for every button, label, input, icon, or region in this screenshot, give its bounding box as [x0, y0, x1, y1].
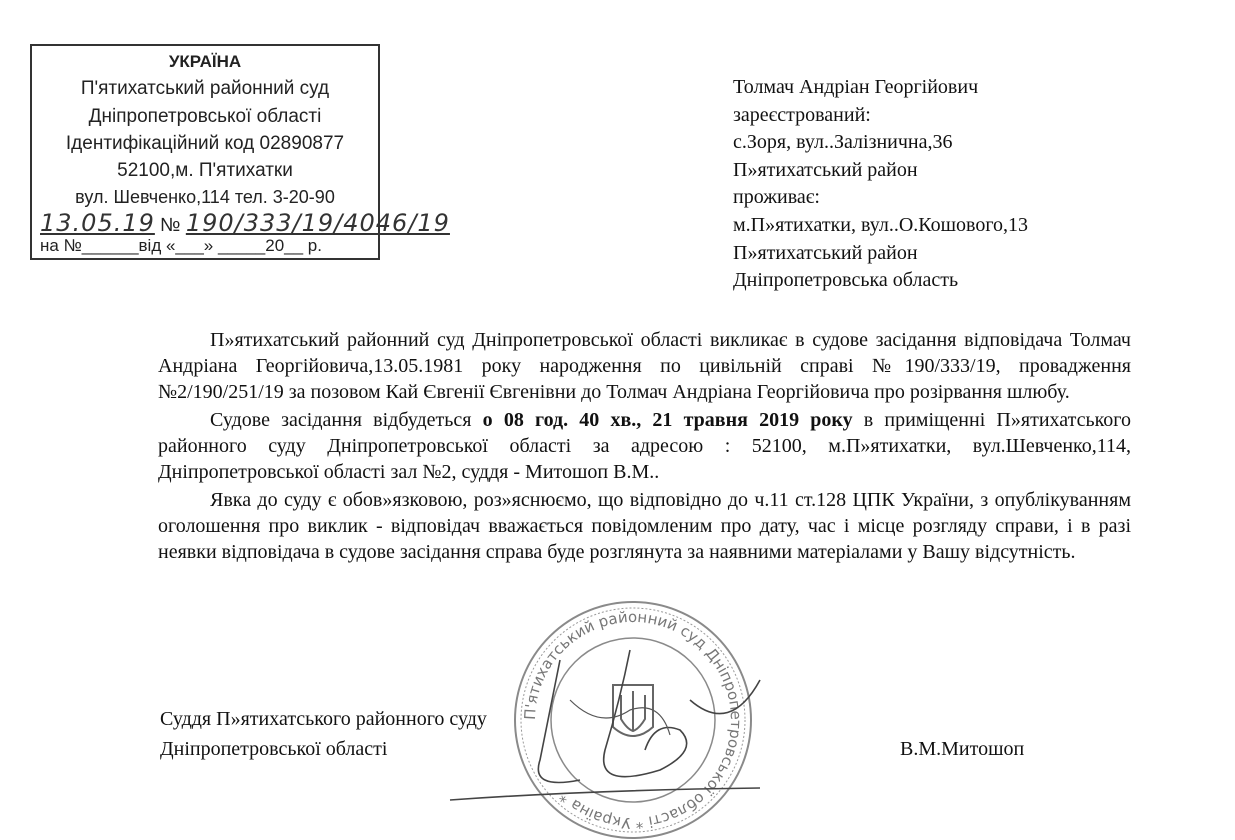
paragraph-attendance: Явка до суду є обов»язковою, роз»яснюємо, що відповідно до ч.11 ст.128 ЦПК України, з опублікуванням оголошення про виклик - відповідач вважається повідомленим про дату, час і місце розгляду справи, і в разі неявки відповідача в судове засідання справа буде розглянута за наявними матеріалами у Вашу відсутність.: [158, 489, 1131, 563]
addressee-block: [733, 74, 1213, 295]
stamp-postal: 52100,м. П'ятихатки: [117, 160, 293, 181]
summons-body: [158, 327, 1131, 567]
stamp-reg-no-label: №: [160, 215, 181, 236]
stamp-region: Дніпропетровської області: [88, 106, 322, 127]
stamp-id-code: Ідентифікаційний код 02890877: [65, 133, 345, 154]
hearing-intro: Судове засідання відбудеться: [210, 409, 483, 431]
stamp-reg-date: 13.05.19: [40, 209, 155, 237]
seal-lettering: П'ятихатський районний суд Дніпропетровської області * Україна *: [520, 607, 746, 833]
registered-district: П»ятихатський район: [733, 158, 918, 181]
lives-district: П»ятихатський район: [733, 241, 918, 264]
paragraph-hearing: [158, 407, 1131, 485]
stamp-country: УКРАЇНА: [168, 52, 242, 71]
judge-title-line2: Дніпропетровської області: [160, 738, 388, 760]
paragraph-summons: П»ятихатський районний суд Дніпропетровської області викликає в судове засідання відповідача Толмач Андріана Георгійовича,13.05.1981 року народження по цивільній справі №190/333/19, провадження №2/190/251/19 за позовом Кай Євгенії Євгенівни до Толмач Андріана Георгійовича про розірвання шлюбу.: [158, 329, 1131, 403]
registered-label: зареєстрований:: [733, 103, 871, 126]
judge-name: В.М.Митошоп: [900, 738, 1025, 760]
lives-label: проживає:: [733, 186, 820, 209]
signature-block: [160, 704, 1060, 764]
judge-title-line1: Суддя П»ятихатського районного суду: [160, 708, 487, 730]
stamp-court-name: П'ятихатський районний суд: [80, 78, 330, 99]
stamp-reg-number: 190/333/19/4046/19: [185, 209, 450, 237]
stamp-reply-line: на №______від «___» _____20__ р.: [40, 236, 322, 255]
registered-address: с.Зоря, вул..Залізнична,36: [733, 131, 953, 154]
stamp-street-phone: вул. Шевченко,114 тел. 3-20-90: [75, 187, 335, 207]
hearing-location: в приміщенні П»ятихатського районного суду Дніпропетровської області за адресою : 52100, м.П»ятихатки, вул.Шевченко,114, Дніпропетровської області зал №2, суддя - Митошоп В.М..: [158, 409, 1132, 483]
stamp-registration-line: [40, 209, 540, 237]
lives-address: м.П»ятихатки, вул..О.Кошового,13: [733, 213, 1029, 236]
addressee-name: Толмач Андріан Георгійович: [733, 76, 979, 98]
hearing-datetime: о 08 год. 40 хв., 21 травня 2019 року: [482, 409, 853, 431]
registration-stamp: [30, 44, 450, 260]
addressee-region: Дніпропетровська область: [733, 269, 959, 292]
